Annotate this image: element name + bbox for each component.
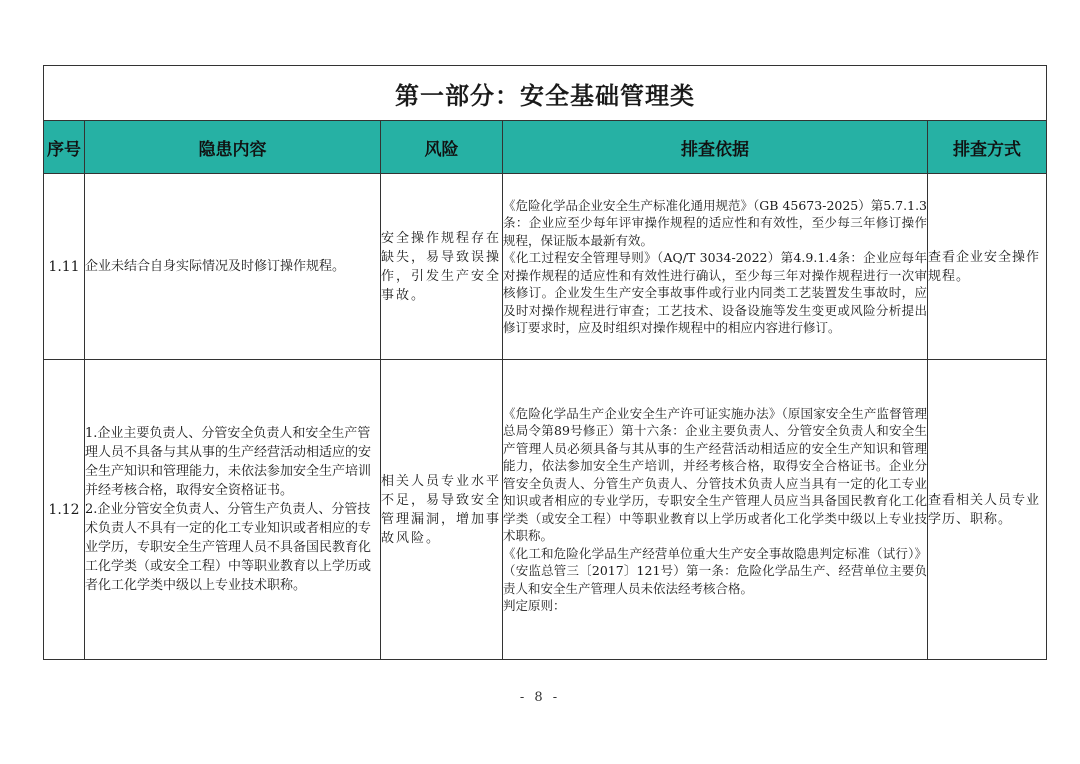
basis-content <box>503 360 928 660</box>
page-number: - 8 - <box>519 690 561 705</box>
basis-paragraph: 《危险化学品企业安全生产标准化通用规范》（GB 45673-2025）第5.7.1.3条：企业应至少每年评审操作规程的适应性和有效性，至少每三年修订操作规程，保证版本最新有效。 <box>503 197 927 248</box>
header-method: 排查方式 <box>928 121 1047 174</box>
table-row <box>44 174 1047 360</box>
risk-content: 安全操作规程存在缺失，易导致误操作，引发生产安全事故。 <box>381 174 503 360</box>
basis-paragraph: 《化工过程安全管理导则》（AQ/T 3034-2022）第4.9.1.4条：企业应每年对操作规程的适应性和有效性进行确认，至少每三年对操作规程进行一次审核修订。企业发生生产安全事故事件或行业内同类工艺装置发生事故时，应及时对操作规程进行审查；工艺技术、设备设施等发生变更或风险分析提出修订要求时，应及时组织对操作规程中的相应内容进行修订。 <box>503 250 927 335</box>
header-index: 序号 <box>44 121 85 174</box>
section-title: 第一部分：安全基础管理类 <box>44 66 1047 121</box>
basis-paragraph: 判定原则： <box>503 598 566 613</box>
header-basis: 排查依据 <box>503 121 928 174</box>
method-content: 查看相关人员专业学历、职称。 <box>928 360 1047 660</box>
basis-paragraph: 《危险化学品生产企业安全生产许可证实施办法》（原国家安全生产监督管理总局令第89号修正）第十六条：企业主要负责人、分管安全负责人和安全生产管理人员必须具备与其从事的生产经营活动相适应的安全生产知识和管理能力，依法参加安全生产培训，并经考核合格，取得安全合格证书。企业分管安全负责人、分管生产负责人、分管技术负责人应当具有一定的化工专业知识或者相应的专业学历，专职安全生产管理人员应当具备国民教育化工化学类（或安全工程）中等职业教育以上学历或者化工化学类中级以上专业技术职称。 <box>503 405 927 543</box>
header-risk: 风险 <box>381 121 503 174</box>
basis-content <box>503 174 928 360</box>
table-row <box>44 360 1047 660</box>
header-row <box>44 121 1047 174</box>
hazard-content: 企业未结合自身实际情况及时修订操作规程。 <box>85 174 381 360</box>
row-index: 1.12 <box>44 360 85 660</box>
method-content: 查看企业安全操作规程。 <box>928 174 1047 360</box>
basis-paragraph: 《化工和危险化学品生产经营单位重大生产安全事故隐患判定标准（试行）》（安监总管三〔2017〕121号）第一条：危险化学品生产、经营单位主要负责人和安全生产管理人员未依法经考核合格。 <box>503 545 927 596</box>
row-index: 1.11 <box>44 174 85 360</box>
title-row <box>44 66 1047 121</box>
hazard-table <box>43 65 1047 660</box>
header-hazard: 隐患内容 <box>85 121 381 174</box>
risk-content: 相关人员专业水平不足，易导致安全管理漏洞，增加事故风险。 <box>381 360 503 660</box>
hazard-content: 1.企业主要负责人、分管安全负责人和安全生产管理人员不具备与其从事的生产经营活动相适应的安全生产知识和管理能力，未依法参加安全生产培训并经考核合格，取得安全资格证书。 2.企业分管安全负责人、分管生产负责人、分管技术负责人不具有一定的化工专业知识或者相应的专业学历，专职安全生产管理人员不具备国民教育化工化学类（或安全工程）中等职业教育以上学历或者化工化学类中级以上专业技术职称。 <box>85 360 381 660</box>
